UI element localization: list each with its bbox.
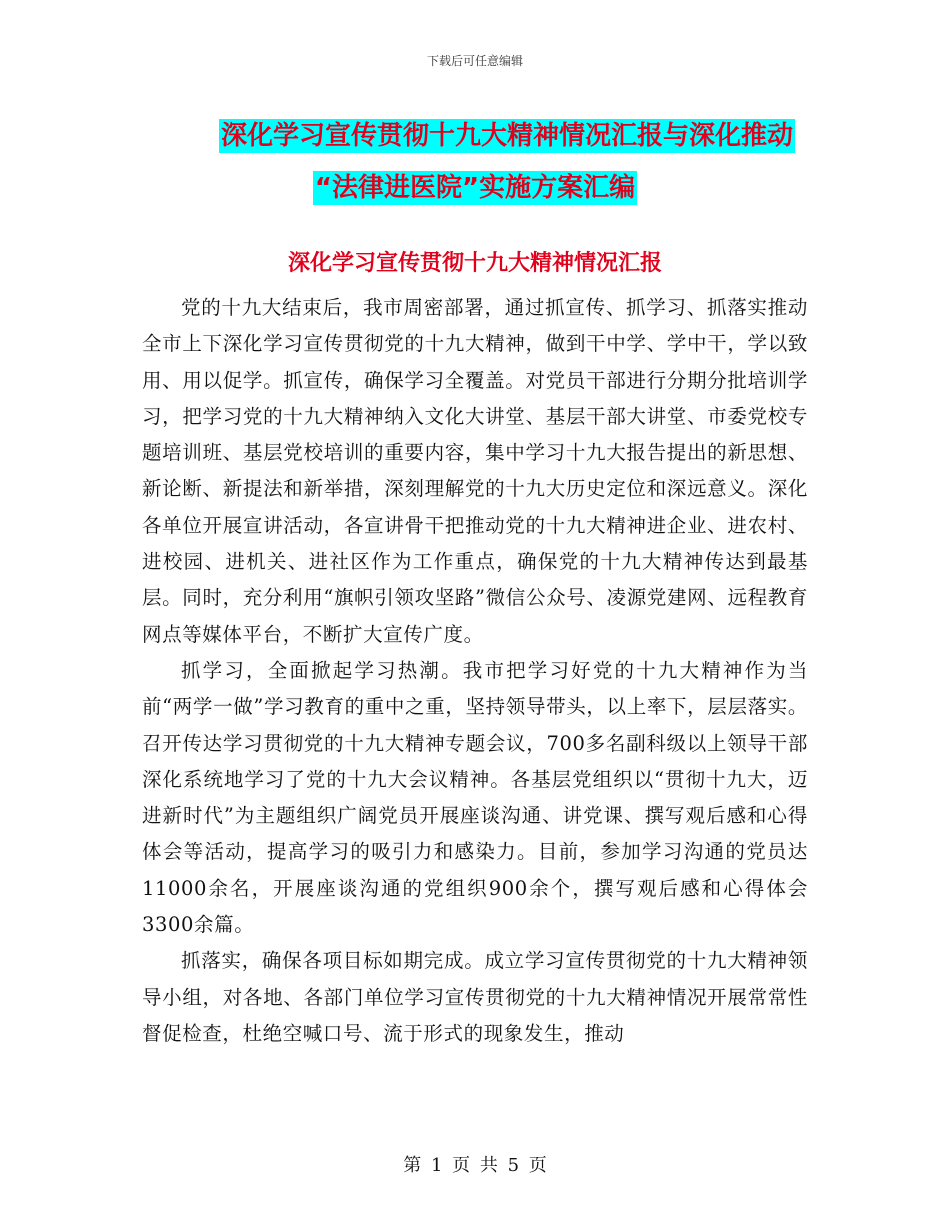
section-title: 深化学习宣传贯彻十九大精神情况汇报 [287, 251, 662, 276]
document-title-line-1: 深化学习宣传贯彻十九大精神情况汇报与深化推动 [220, 121, 793, 151]
body-paragraph-2: 抓学习，全面掀起学习热潮。我市把学习好党的十九大精神作为当前“两学一做”学习教育的重中之重，坚持领导带头，以上率下，层层落实。召开传达学习贯彻党的十九大精神专题会议，700多名副科级以上领导干部深化系统地学习了党的十九大会议精神。各基层党组织以“贯彻十九大，迈进新时代”为主题组织广阔党员开展座谈沟通、讲党课、撰写观后感和心得体会等活动，提高学习的吸引力和感染力。目前，参加学习沟通的党员达11000余名，开展座谈沟通的党组织900余个，撰写观后感和心得体会3300余篇。 [142, 658, 808, 937]
document-body [142, 290, 808, 1052]
page-number-footer: 第 1 页 共 5 页 [403, 1155, 547, 1176]
page-header-note: 下载后可任意编辑 [426, 54, 523, 68]
body-paragraph-3: 抓落实，确保各项目标如期完成。成立学习宣传贯彻党的十九大精神领导小组，对各地、各部门单位学习宣传贯彻党的十九大精神情况开展常常性督促检查，杜绝空喊口号、流于形式的现象发生，推动 [142, 949, 808, 1045]
document-title-line-2: “法律进医院”实施方案汇编 [314, 173, 636, 203]
document-title [0, 110, 950, 214]
body-paragraph-1: 党的十九大结束后，我市周密部署，通过抓宣传、抓学习、抓落实推动全市上下深化学习宣传贯彻党的十九大精神，做到干中学、学中干，学以致用、用以促学。抓宣传，确保学习全覆盖。对党员干部进行分期分批培训学习，把学习党的十九大精神纳入文化大讲堂、基层干部大讲堂、市委党校专题培训班、基层党校培训的重要内容，集中学习十九大报告提出的新思想、新论断、新提法和新举措，深刻理解党的十九大历史定位和深远意义。深化各单位开展宣讲活动，各宣讲骨干把推动党的十九大精神进企业、进农村、进校园、进机关、进社区作为工作重点，确保党的十九大精神传达到最基层。同时，充分利用“旗帜引领攻坚路”微信公众号、凌源党建网、远程教育网点等媒体平台，不断扩大宣传广度。 [142, 296, 808, 646]
